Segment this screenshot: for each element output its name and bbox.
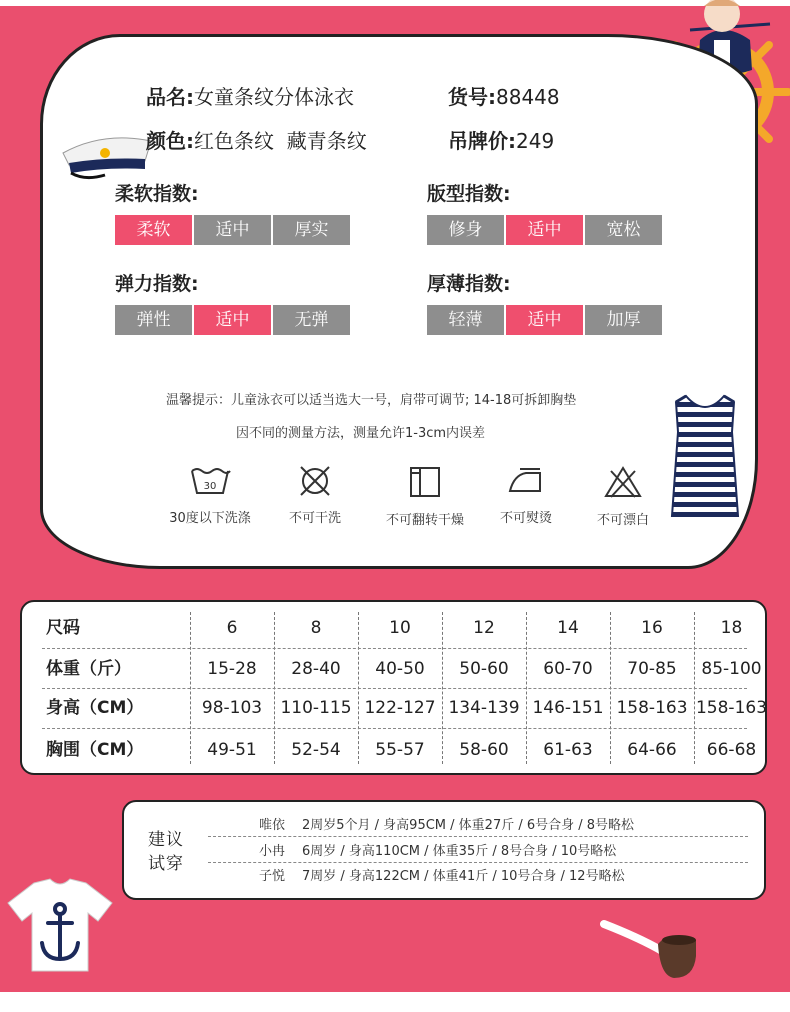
suggestion-label-line: 试穿 bbox=[148, 854, 184, 874]
no-tumble-dry-icon bbox=[408, 465, 442, 499]
size-chart-card bbox=[20, 600, 767, 775]
elasticity-option[interactable]: 适中 bbox=[194, 305, 271, 335]
size-cell: 15-28 bbox=[207, 659, 257, 679]
wash-30-icon bbox=[188, 465, 232, 497]
suggestion-row bbox=[124, 842, 764, 862]
fit-suggestion-card bbox=[122, 800, 766, 900]
size-cell: 6 bbox=[226, 618, 238, 638]
model-desc: 2周岁5个月 / 身高95CM / 体重27斤 / 6号合身 / 8号略松 bbox=[302, 818, 635, 833]
size-cell: 64-66 bbox=[627, 740, 677, 760]
suggestion-row bbox=[124, 816, 764, 836]
size-row bbox=[22, 688, 769, 728]
size-cell: 158-163 bbox=[616, 698, 688, 718]
size-cell: 50-60 bbox=[459, 659, 509, 679]
suggestion-label-line: 建议 bbox=[148, 830, 184, 850]
size-cell: 58-60 bbox=[459, 740, 509, 760]
size-cell: 60-70 bbox=[543, 659, 593, 679]
thickness-option[interactable]: 适中 bbox=[506, 305, 583, 335]
thickness-options bbox=[427, 305, 662, 335]
elasticity-option[interactable]: 无弹 bbox=[273, 305, 350, 335]
row-divider bbox=[42, 728, 747, 729]
fit-title: 版型指数: bbox=[427, 183, 511, 205]
tip-line-2: 因不同的测量方法，测量允许1-3cm内误差 bbox=[236, 426, 486, 441]
size-cell: 8 bbox=[310, 618, 322, 638]
care-label: 30度以下洗涤 bbox=[169, 511, 251, 526]
thickness-option[interactable]: 加厚 bbox=[585, 305, 662, 335]
size-row-label: 胸围（CM） bbox=[46, 740, 144, 760]
size-cell: 98-103 bbox=[201, 698, 263, 718]
size-cell: 110-115 bbox=[280, 698, 352, 718]
product-color-value: 红色条纹 藏青条纹 bbox=[194, 129, 367, 153]
size-cell: 14 bbox=[557, 618, 579, 638]
size-row-label: 尺码 bbox=[46, 618, 80, 638]
size-cell: 16 bbox=[641, 618, 663, 638]
size-cell: 55-57 bbox=[375, 740, 425, 760]
product-price bbox=[448, 125, 554, 154]
size-header-row bbox=[22, 608, 769, 648]
size-row bbox=[22, 649, 769, 689]
size-cell: 61-63 bbox=[543, 740, 593, 760]
elasticity-title: 弹力指数: bbox=[115, 273, 199, 295]
row-divider bbox=[42, 648, 747, 649]
product-sku-label: 货号: bbox=[448, 85, 496, 109]
size-cell: 70-85 bbox=[627, 659, 677, 679]
product-name-label: 品名: bbox=[146, 85, 194, 109]
elasticity-options bbox=[115, 305, 350, 335]
size-cell: 66-68 bbox=[706, 740, 757, 760]
size-cell: 52-54 bbox=[291, 740, 341, 760]
care-no-iron bbox=[483, 465, 569, 526]
no-dry-clean-icon bbox=[297, 465, 333, 497]
size-cell: 158-163 bbox=[695, 698, 768, 718]
care-no-bleach bbox=[573, 465, 673, 528]
product-name bbox=[146, 81, 354, 110]
product-sku bbox=[448, 81, 560, 110]
model-name: 唯依 bbox=[258, 818, 285, 833]
model-name: 子悦 bbox=[258, 869, 285, 884]
softness-option[interactable]: 柔软 bbox=[115, 215, 192, 245]
size-cell: 18 bbox=[720, 618, 743, 638]
size-cell: 134-139 bbox=[448, 698, 520, 718]
size-row-label: 身高（CM） bbox=[46, 698, 144, 718]
striped-swimsuit-icon bbox=[670, 392, 740, 520]
fit-options bbox=[427, 215, 662, 245]
size-cell: 28-40 bbox=[291, 659, 341, 679]
pipe-icon bbox=[600, 918, 700, 988]
size-row bbox=[22, 730, 769, 770]
thickness-title: 厚薄指数: bbox=[427, 273, 511, 295]
product-info-card bbox=[40, 34, 758, 569]
care-wash-30 bbox=[155, 465, 265, 526]
suggestion-row bbox=[124, 867, 764, 887]
size-cell: 40-50 bbox=[375, 659, 425, 679]
no-iron-icon bbox=[506, 465, 546, 497]
fit-option[interactable]: 修身 bbox=[427, 215, 504, 245]
fit-option[interactable]: 宽松 bbox=[585, 215, 662, 245]
softness-option[interactable]: 厚实 bbox=[273, 215, 350, 245]
row-divider bbox=[42, 688, 747, 689]
elasticity-option[interactable]: 弹性 bbox=[115, 305, 192, 335]
model-desc: 7周岁 / 身高122CM / 体重41斤 / 10号合身 / 12号略松 bbox=[302, 869, 625, 884]
softness-options bbox=[115, 215, 350, 245]
product-price-label: 吊牌价: bbox=[448, 129, 516, 153]
size-cell: 146-151 bbox=[532, 698, 604, 718]
softness-title: 柔软指数: bbox=[115, 183, 199, 205]
product-sku-value: 88448 bbox=[496, 85, 560, 109]
product-name-value: 女童条纹分体泳衣 bbox=[194, 85, 354, 109]
product-price-value: 249 bbox=[516, 129, 555, 153]
care-label: 不可翻转干燥 bbox=[385, 513, 464, 528]
softness-option[interactable]: 适中 bbox=[194, 215, 271, 245]
fit-option[interactable]: 适中 bbox=[506, 215, 583, 245]
no-bleach-icon bbox=[603, 465, 643, 499]
care-label: 不可漂白 bbox=[596, 513, 649, 528]
size-cell: 49-51 bbox=[207, 740, 257, 760]
size-row-label: 体重（斤） bbox=[46, 659, 131, 679]
care-label: 不可熨烫 bbox=[499, 511, 552, 526]
model-name: 小冉 bbox=[258, 844, 285, 859]
anchor-tshirt-icon bbox=[4, 875, 116, 975]
model-desc: 6周岁 / 身高110CM / 体重35斤 / 8号合身 / 10号略松 bbox=[302, 844, 617, 859]
size-cell: 10 bbox=[389, 618, 411, 638]
row-divider bbox=[208, 836, 748, 837]
bottom-strip bbox=[0, 992, 790, 1012]
wash-temperature: 30 bbox=[203, 481, 217, 492]
captain-hat-icon bbox=[55, 131, 155, 181]
care-no-dry-clean bbox=[265, 465, 365, 526]
product-color-label: 颜色: bbox=[146, 129, 194, 153]
size-cell: 122-127 bbox=[364, 698, 436, 718]
tip-line-1: 温馨提示：儿童泳衣可以适当选大一号，肩带可调节; 14-18可拆卸胸垫 bbox=[166, 393, 577, 408]
product-color bbox=[146, 125, 367, 154]
thickness-option[interactable]: 轻薄 bbox=[427, 305, 504, 335]
size-cell: 12 bbox=[473, 618, 495, 638]
row-divider bbox=[208, 862, 748, 863]
care-no-tumble-dry bbox=[365, 465, 485, 528]
size-cell: 85-100 bbox=[701, 659, 762, 679]
care-label: 不可干洗 bbox=[288, 511, 341, 526]
